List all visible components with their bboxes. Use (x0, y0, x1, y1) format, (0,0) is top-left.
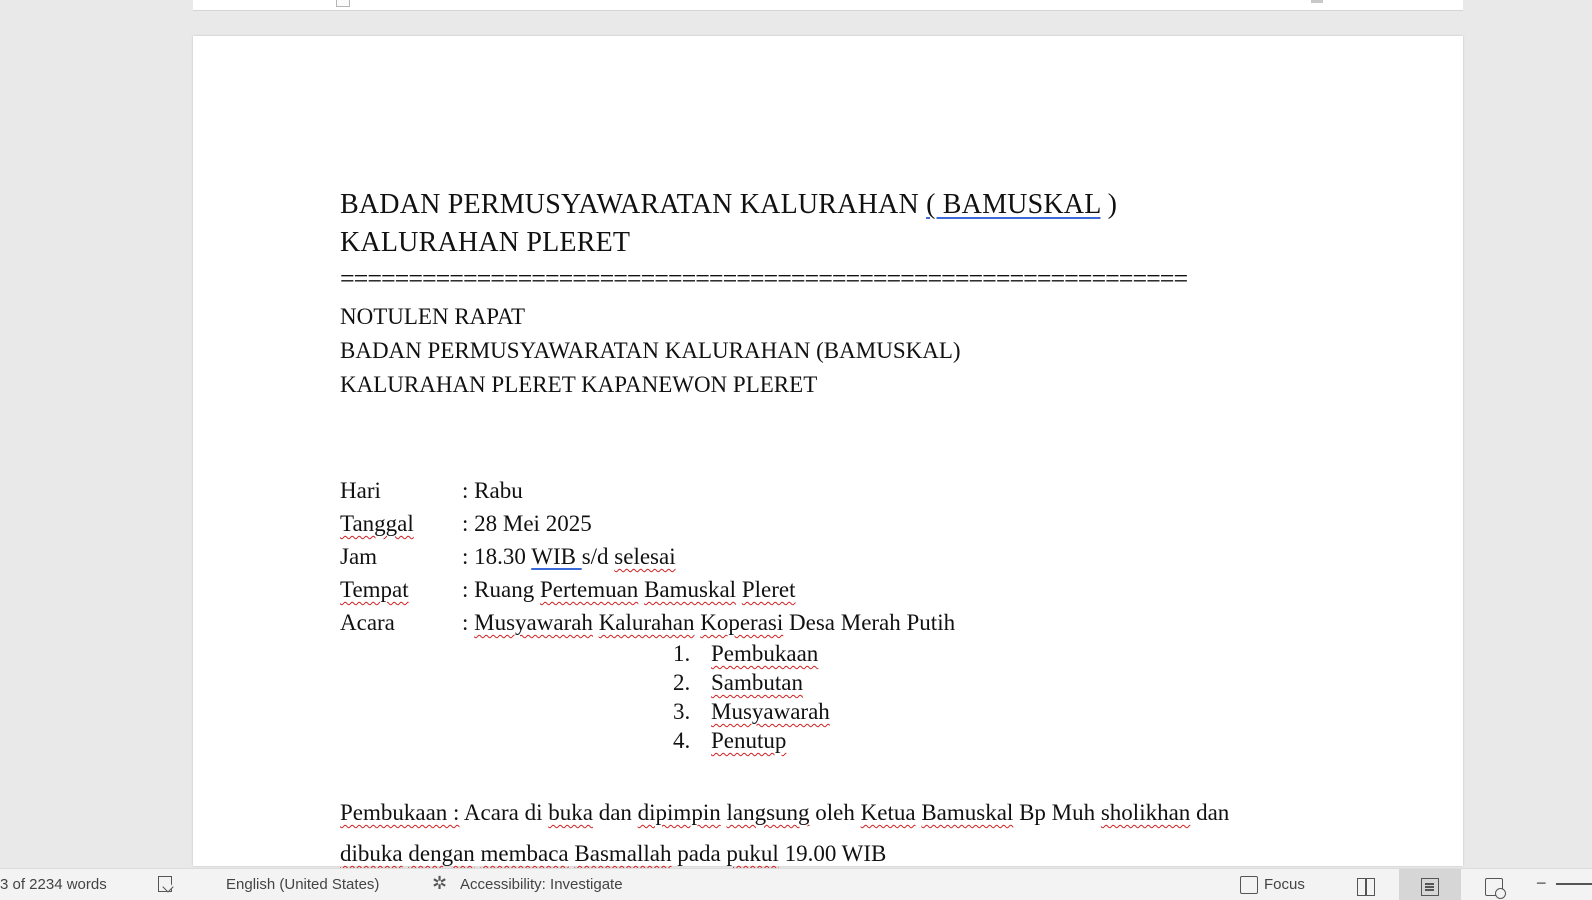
focus-icon (1240, 876, 1258, 894)
web-layout-button[interactable] (1463, 869, 1525, 900)
text-run: dan (592, 800, 638, 825)
agenda-number: 4. (673, 728, 691, 753)
meeting-info (340, 474, 1340, 639)
opening-line1 (340, 792, 1320, 833)
info-row-tempat (340, 573, 1340, 606)
agenda-label: Pembukaan (711, 641, 819, 666)
agenda-number: 2. (673, 670, 691, 695)
focus-button[interactable] (1240, 869, 1305, 900)
read-mode-icon (1357, 878, 1375, 896)
info-value-tempat (462, 573, 795, 606)
ruler-indent-marker[interactable] (336, 0, 350, 7)
agenda-label: Sambutan (711, 670, 803, 695)
header-separator: ============================================================== (340, 264, 1188, 293)
agenda-item (673, 726, 1340, 755)
agenda-item (673, 639, 1340, 668)
info-label-tanggal (340, 507, 462, 540)
jam-wib: WIB (531, 544, 582, 569)
previous-page-edge (193, 0, 1463, 11)
word-dibuka: dibuka (340, 841, 403, 866)
info-row-acara (340, 606, 1340, 639)
agenda-list (340, 639, 1340, 755)
word-membaca: membaca (480, 841, 569, 866)
word-langsung: langsung (726, 800, 810, 825)
print-layout-button[interactable] (1399, 869, 1461, 900)
acara-kalurahan: Kalurahan (598, 610, 695, 635)
status-bar (0, 868, 1592, 900)
word-basmallah: Basmallah (574, 841, 672, 866)
pembukaan-label: Pembukaan : (340, 800, 460, 825)
info-value-hari: : Rabu (462, 478, 523, 503)
notulen-location: KALURAHAN PLERET KAPANEWON PLERET (340, 372, 818, 397)
accessibility-label: Accessibility: Investigate (460, 876, 623, 893)
word-count-label: 3 of 2234 words (0, 876, 107, 893)
proofing-status[interactable] (158, 869, 178, 900)
agenda-number: 3. (673, 699, 691, 724)
opening-paragraph (340, 792, 1320, 874)
info-label-tanggal-text: Tanggal (340, 511, 414, 536)
text-run: oleh (809, 800, 861, 825)
header-title-suffix: ) (1100, 189, 1118, 220)
tempat-bamuskal: Bamuskal (644, 577, 737, 602)
read-mode-button[interactable] (1335, 869, 1397, 900)
document-page[interactable] (193, 36, 1463, 866)
word-bamuskal: Bamuskal (921, 800, 1014, 825)
word-dipimpin: dipimpin (637, 800, 721, 825)
header-title-prefix: BADAN PERMUSYAWARATAN KALURAHAN (340, 189, 927, 220)
text-run: dan (1190, 800, 1230, 825)
info-label-tempat-text: Tempat (340, 577, 409, 602)
agenda-item (673, 697, 1340, 726)
agenda-label: Musyawarah (711, 699, 830, 724)
jam-prefix: : 18.30 (462, 544, 532, 569)
word-dengan: dengan (408, 841, 475, 866)
acara-koperasi: Koperasi (700, 610, 784, 635)
notulen-org: BADAN PERMUSYAWARATAN KALURAHAN (BAMUSKAL) (340, 338, 961, 363)
word-count[interactable] (0, 869, 107, 900)
header-title-line2: KALURAHAN PLERET (340, 227, 631, 258)
web-layout-icon (1485, 878, 1503, 896)
word-ketua: Ketua (860, 800, 916, 825)
jam-selesai: selesai (614, 544, 676, 569)
text-run: Bp Muh (1013, 800, 1101, 825)
info-row-tanggal (340, 507, 1340, 540)
info-label-jam: Jam (340, 544, 378, 569)
text-run: Acara di (459, 800, 549, 825)
accessibility-icon: ✲ (432, 873, 448, 893)
focus-label: Focus (1264, 876, 1305, 893)
tempat-prefix: : Ruang (462, 577, 540, 602)
info-row-jam (340, 540, 1340, 573)
info-label-acara: Acara (340, 610, 395, 635)
info-label-hari: Hari (340, 478, 381, 503)
info-row-hari (340, 474, 1340, 507)
accessibility-status[interactable] (432, 869, 623, 900)
print-layout-icon (1421, 878, 1439, 896)
info-value-acara (462, 606, 955, 639)
agenda-label: Penutup (711, 728, 787, 753)
proofing-icon (158, 876, 172, 892)
tempat-pertemuan: Pertemuan (539, 577, 639, 602)
info-value-tanggal: : 28 Mei 2025 (462, 511, 592, 536)
jam-sd: s/d (581, 544, 615, 569)
text-run: 19.00 WIB (778, 841, 887, 866)
acara-prefix: : (462, 610, 475, 635)
agenda-item (673, 668, 1340, 697)
language-label: English (United States) (226, 876, 380, 893)
info-value-jam (462, 540, 676, 573)
agenda-number: 1. (673, 641, 691, 666)
zoom-out-button[interactable]: − (1536, 873, 1547, 893)
word-pukul: pukul (726, 841, 779, 866)
header-bamuskal: ( BAMUSKAL (926, 189, 1101, 220)
info-label-tempat (340, 573, 462, 606)
zoom-slider[interactable] (1556, 883, 1592, 885)
page-content (340, 186, 1340, 874)
word-sholikhan: sholikhan (1100, 800, 1191, 825)
ruler-right-marker[interactable] (1311, 0, 1323, 3)
word-buka: buka (548, 800, 593, 825)
acara-rest: Desa Merah Putih (783, 610, 956, 635)
header-title-line1 (340, 186, 1340, 224)
acara-musyawarah: Musyawarah (474, 610, 593, 635)
notulen-title: NOTULEN RAPAT (340, 304, 526, 329)
tempat-pleret: Pleret (741, 577, 796, 602)
text-run: pada (671, 841, 727, 866)
language-status[interactable] (226, 869, 379, 900)
